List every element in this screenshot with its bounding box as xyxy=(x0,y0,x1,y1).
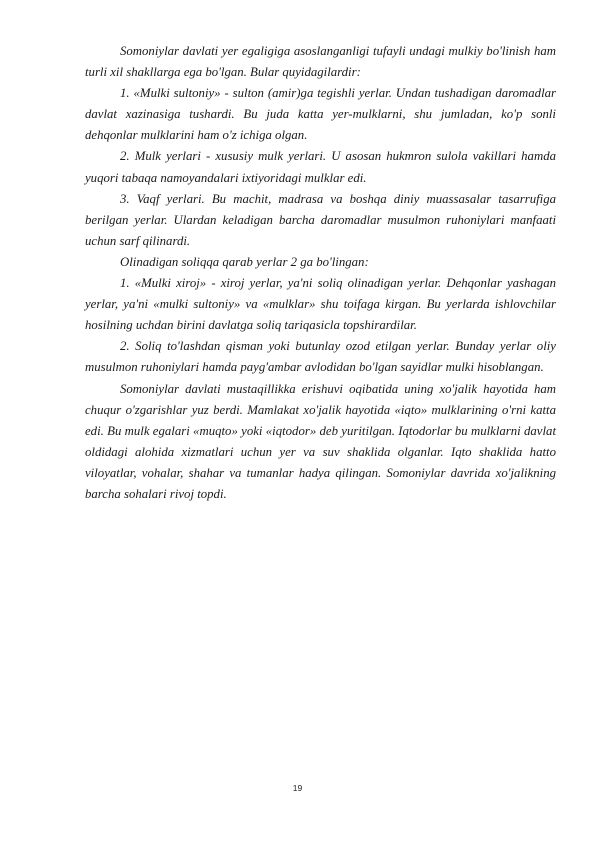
page-number: 19 xyxy=(292,783,303,793)
body-text xyxy=(85,41,556,505)
paragraph: Somoniylar davlati yer egaligiga asoslanganligi tufayli undagi mulkiy bo'linish ham turli xil shakllarga ega bo'lgan. Bular quyidagilardir: xyxy=(85,44,556,80)
paragraph: 1. «Mulki sultoniy» - sulton (amir)ga tegishli yerlar. Undan tushadigan daromadlar davlat xazinasiga tushardi. Bu juda katta yer-mulklarni, shu jumladan, ko'p sonli dehqonlar mulklarini ham o'z ichiga olgan. xyxy=(85,86,556,143)
paragraph: 2. Soliq to'lashdan qisman yoki butunlay ozod etilgan yerlar. Bunday yerlar oliy musulmon ruhoniylari hamda payg'ambar avlodidan bo'lgan sayidlar mulki hisoblangan. xyxy=(85,339,556,375)
paragraph: 2. Mulk yerlari - xususiy mulk yerlari. U asosan hukmron sulola vakillari hamda yuqori tabaqa namoyandalari ixtiyoridagi mulklar edi. xyxy=(85,149,556,185)
paragraph: Olinadigan soliqqa qarab yerlar 2 ga bo'lingan: xyxy=(120,254,369,269)
paragraph: 3. Vaqf yerlari. Bu machit, madrasa va boshqa diniy muassasalar tasarrufiga berilgan yerlar. Ulardan keladigan barcha daromadlar musulmon ruhoniylari manfaati uchun sarf qilinardi. xyxy=(85,191,556,248)
paragraph: Somoniylar davlati mustaqillikka erishuvi oqibatida uning xo'jalik hayotida ham chuqur o'zgarishlar yuz berdi. Mamlakat xo'jalik hayotida «iqto» mulklarining o'rni katta edi. Bu mulk egalari «muqto» yoki «iqtodor» deb yuritilgan. Iqtodorlar bu mulklarni davlat oldidagi alohida xizmatlari uchun yer va suv shaklida olganlar. Iqto shaklida hatto viloyatlar, vohalar, shahar va tumanlar hadya qilingan. Somoniylar davrida xo'jalikning barcha sohalari rivoj topdi. xyxy=(85,381,556,501)
paragraph: 1. «Mulki xiroj» - xiroj yerlar, ya'ni soliq olinadigan yerlar. Dehqonlar yashagan yerlar, ya'ni «mulki sultoniy» va «mulklar» shu toifaga kirgan. Bu yerlarda ishlovchilar hosilning uchdan birini davlatga soliq tariqasicla topshirardilar. xyxy=(85,276,556,333)
